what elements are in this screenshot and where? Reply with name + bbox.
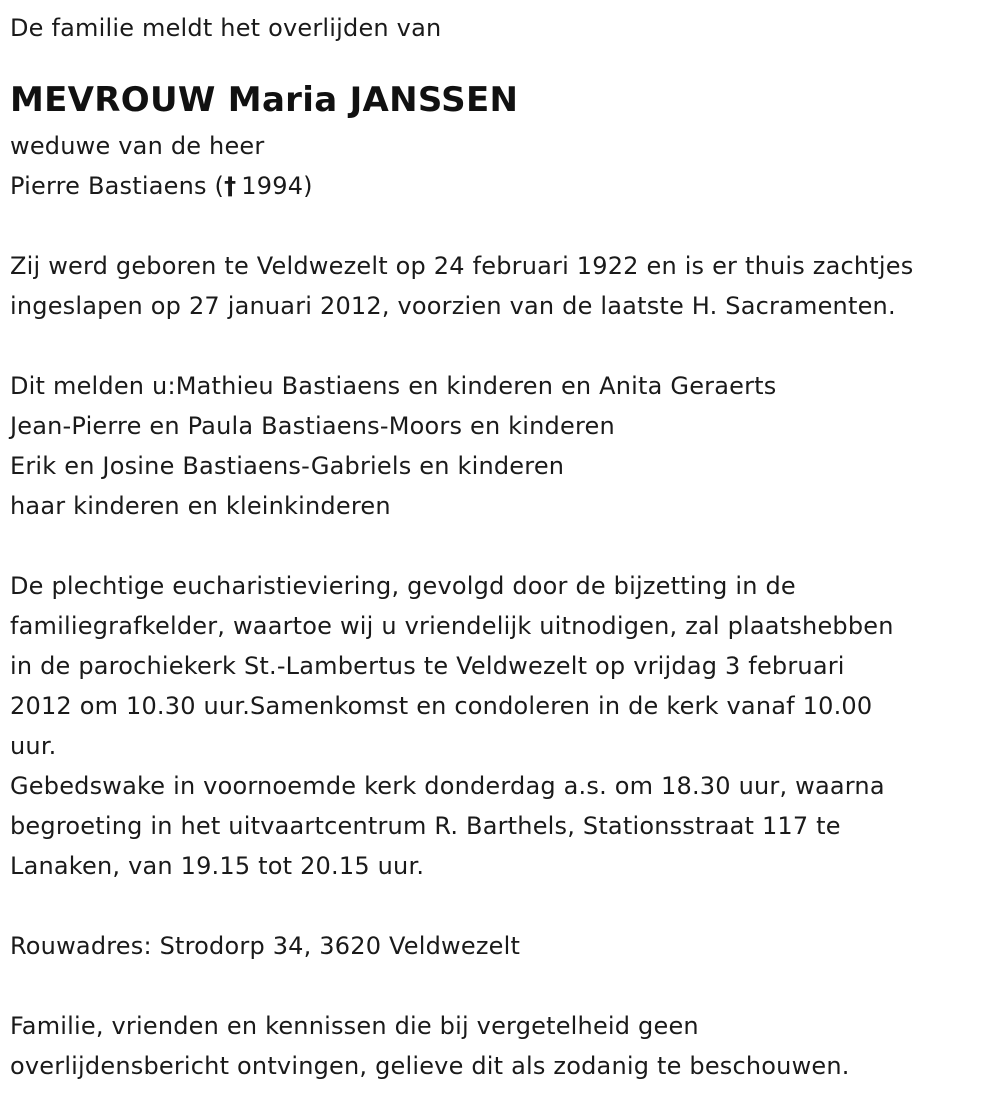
mourner-line: haar kinderen en kleinkinderen xyxy=(10,492,391,520)
mourning-address: Rouwadres: Strodorp 34, 3620 Veldwezelt xyxy=(10,932,521,960)
deceased-name: MEVROUW Maria JANSSEN xyxy=(10,80,519,120)
spouse-death-year: 1994) xyxy=(241,172,313,200)
paragraph-line: Zij werd geboren te Veldwezelt op 24 februari 1922 en is er thuis zachtjes xyxy=(10,252,914,280)
mourner-line: Dit melden u:Mathieu Bastiaens en kinderen en Anita Geraerts xyxy=(10,372,777,400)
paragraph-line: begroeting in het uitvaartcentrum R. Barthels, Stationsstraat 117 te xyxy=(10,812,841,840)
paragraph-line: uur. xyxy=(10,732,57,760)
ceremony-paragraph xyxy=(10,566,990,886)
intro-text: De familie meldt het overlijden van xyxy=(10,14,442,42)
spouse-name: Pierre Bastiaens ( xyxy=(10,172,225,200)
mourners-list xyxy=(10,366,990,526)
paragraph-line: Gebedswake in voornoemde kerk donderdag a.s. om 18.30 uur, waarna xyxy=(10,772,885,800)
paragraph-line: familiegrafkelder, waartoe wij u vriendelijk uitnodigen, zal plaatshebben xyxy=(10,612,894,640)
birth-death-paragraph xyxy=(10,246,990,326)
relation-text: weduwe van de heer xyxy=(10,132,265,160)
cross-icon: † xyxy=(224,172,237,200)
mourner-line: Jean-Pierre en Paula Bastiaens-Moors en kinderen xyxy=(10,412,615,440)
paragraph-line: Lanaken, van 19.15 tot 20.15 uur. xyxy=(10,852,425,880)
paragraph-line: 2012 om 10.30 uur.Samenkomst en condoleren in de kerk vanaf 10.00 xyxy=(10,692,873,720)
spouse-line xyxy=(10,166,990,206)
paragraph-line: ingeslapen op 27 januari 2012, voorzien van de laatste H. Sacramenten. xyxy=(10,292,896,320)
closing-paragraph xyxy=(10,1006,990,1086)
paragraph-line: in de parochiekerk St.-Lambertus te Veldwezelt op vrijdag 3 februari xyxy=(10,652,845,680)
paragraph-line: De plechtige eucharistieviering, gevolgd door de bijzetting in de xyxy=(10,572,796,600)
paragraph-line: Familie, vrienden en kennissen die bij vergetelheid geen xyxy=(10,1012,699,1040)
paragraph-line: overlijdensbericht ontvingen, gelieve dit als zodanig te beschouwen. xyxy=(10,1052,850,1080)
mourner-line: Erik en Josine Bastiaens-Gabriels en kinderen xyxy=(10,452,565,480)
